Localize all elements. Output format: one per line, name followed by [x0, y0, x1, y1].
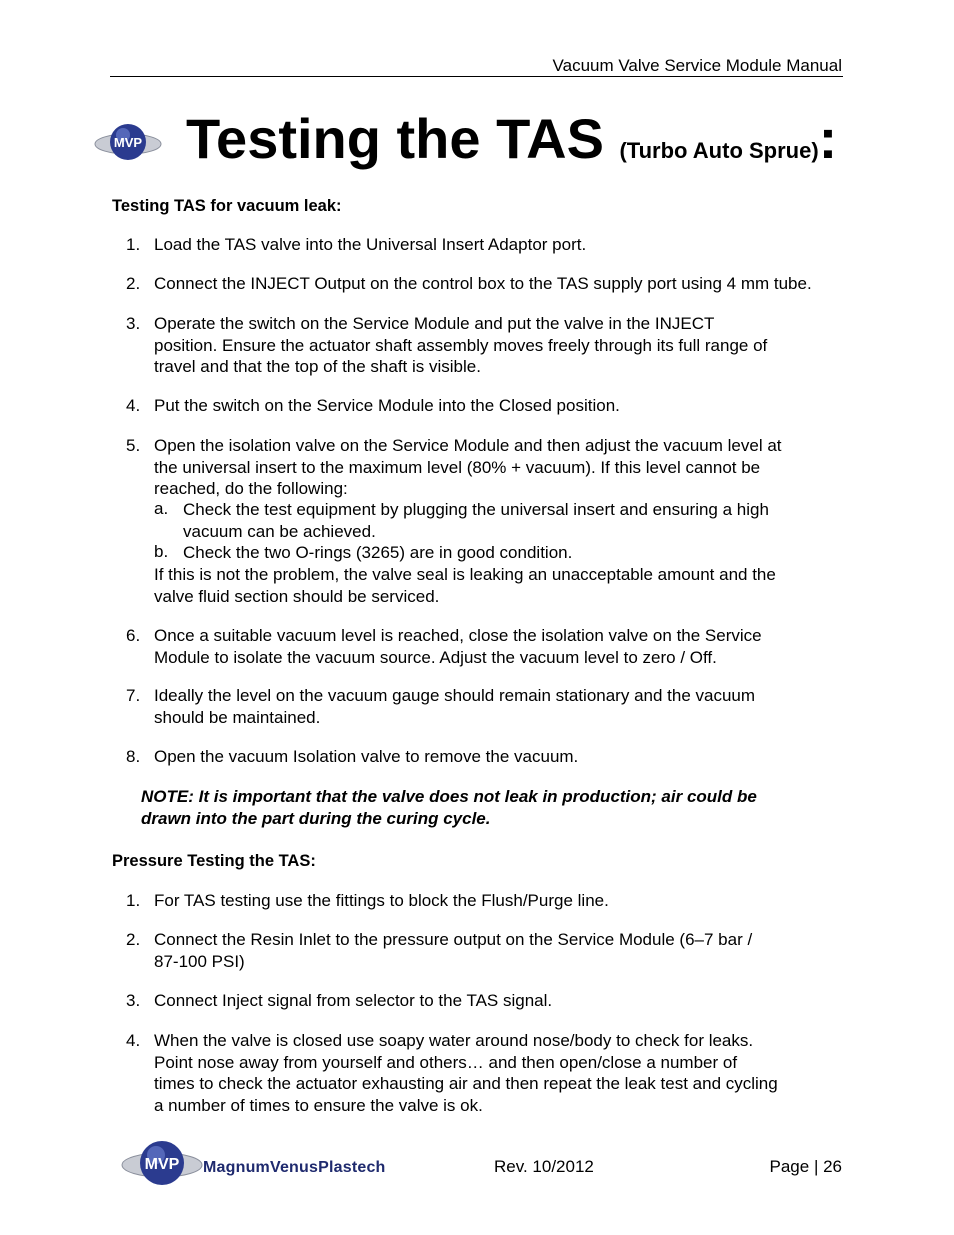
text-line: a number of times to ensure the valve is ok. — [154, 1095, 483, 1115]
text-line: When the valve is closed use soapy water around nose/body to check for leaks. — [154, 1031, 754, 1050]
text-line: Once a suitable vacuum level is reached, close the isolation valve on the Service — [154, 626, 762, 645]
header-divider — [110, 76, 843, 77]
note-callout — [141, 786, 861, 829]
text-line: If this is not the problem, the valve seal is leaking an unacceptable amount and the — [154, 565, 776, 584]
sub-list-text — [183, 542, 883, 564]
text-line: Operate the switch on the Service Module and put the valve in the INJECT — [154, 314, 715, 333]
list-number: 1. — [126, 235, 141, 254]
list-text: Connect the INJECT Output on the control box to the TAS supply port using 4 mm tube. — [154, 274, 812, 293]
text-line: valve fluid section should be serviced. — [154, 586, 440, 606]
list-text: Open the vacuum Isolation valve to remove the vacuum. — [154, 747, 579, 766]
text-line: vacuum can be achieved. — [183, 521, 376, 541]
list-number: 6. — [126, 626, 141, 645]
text-line: position. Ensure the actuator shaft assembly moves freely through its full range of — [154, 335, 768, 355]
list-number: 5. — [126, 436, 141, 455]
list-number: 3. — [126, 991, 141, 1010]
list-number: 4. — [126, 396, 141, 415]
footer-logo-text: MVP — [144, 1156, 180, 1173]
text-line: times to check the actuator exhausting air and then repeat the leak test and cycling — [154, 1074, 778, 1093]
text-line: reached, do the following: — [154, 479, 348, 498]
sub-list-letter: a. — [154, 499, 169, 518]
page-title — [186, 104, 837, 186]
text-line: Check the test equipment by plugging the universal insert and ensuring a high — [183, 500, 769, 519]
list-number: 8. — [126, 747, 141, 766]
page-title-colon: : — [818, 107, 838, 170]
list-text — [154, 313, 894, 378]
text-line: drawn into the part during the curing cycle. — [141, 808, 491, 828]
list-text: For TAS testing use the fittings to block the Flush/Purge line. — [154, 891, 609, 910]
sub-list-letter: b. — [154, 542, 169, 561]
text-line: Module to isolate the vacuum source. Adjust the vacuum level to zero / Off. — [154, 647, 717, 667]
list-text — [154, 435, 894, 500]
mvp-logo-icon — [94, 118, 162, 166]
text-line: 87-100 PSI) — [154, 951, 245, 971]
list-item-followup — [154, 564, 894, 607]
list-number: 2. — [126, 930, 141, 949]
list-text — [154, 685, 894, 728]
footer-revision: Rev. 10/2012 — [494, 1157, 594, 1176]
text-line: the universal insert to the maximum level (80% + vacuum). If this level cannot be — [154, 457, 761, 477]
text-line: should be maintained. — [154, 707, 321, 727]
footer-page-number: Page | 26 — [769, 1157, 842, 1176]
text-line: Open the isolation valve on the Service Module and then adjust the vacuum level at — [154, 436, 782, 455]
list-number: 3. — [126, 314, 141, 333]
list-number: 2. — [126, 274, 141, 293]
list-text: Put the switch on the Service Module into the Closed position. — [154, 396, 620, 415]
text-line: travel and that the top of the shaft is visible. — [154, 357, 481, 376]
text-line: Connect the Resin Inlet to the pressure output on the Service Module (6–7 bar / — [154, 930, 753, 949]
logo-text: MVP — [113, 135, 143, 150]
list-number: 4. — [126, 1031, 141, 1050]
list-number: 7. — [126, 686, 141, 705]
page-title-main: Testing the TAS — [186, 107, 604, 170]
sub-list-text — [183, 499, 883, 542]
text-line: Ideally the level on the vacuum gauge should remain stationary and the vacuum — [154, 686, 756, 705]
section-heading-vacuum-leak: Testing TAS for vacuum leak: — [112, 197, 342, 215]
footer-mvp-logo-icon — [120, 1133, 204, 1193]
text-line: NOTE: It is important that the valve does not leak in production; air could be — [141, 787, 757, 806]
list-text — [154, 929, 894, 972]
list-number: 1. — [126, 891, 141, 910]
text-line: Point nose away from yourself and others… and then open/close a number of — [154, 1052, 738, 1072]
text-line: Check the two O-rings (3265) are in good condition. — [183, 543, 573, 562]
list-text — [154, 625, 894, 668]
document-header-title: Vacuum Valve Service Module Manual — [552, 56, 842, 75]
page-title-subtitle: (Turbo Auto Sprue) — [619, 138, 819, 163]
list-text: Connect Inject signal from selector to the TAS signal. — [154, 991, 553, 1010]
footer-brand-name: MagnumVenusPlastech — [203, 1159, 386, 1176]
list-text — [154, 1030, 894, 1116]
list-text: Load the TAS valve into the Universal Insert Adaptor port. — [154, 235, 587, 254]
section-heading-pressure-testing: Pressure Testing the TAS: — [112, 852, 316, 870]
